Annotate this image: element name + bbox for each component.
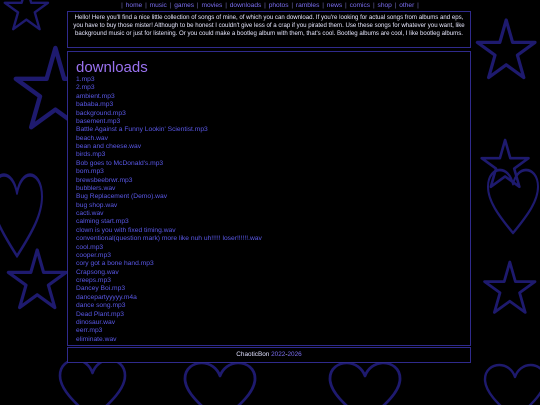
footer-name: ChaoticBon	[236, 351, 270, 358]
file-link[interactable]: Bug Replacement (Demo).wav	[76, 193, 168, 201]
nav-shop[interactable]: shop	[377, 2, 392, 9]
file-link[interactable]: dancepartyyyyy.m4a	[76, 293, 137, 301]
file-link[interactable]: cool.mp3	[76, 243, 104, 251]
downloads-panel	[67, 51, 471, 346]
nav-rambles[interactable]: rambles	[295, 2, 320, 9]
file-link[interactable]: cacti.wav	[76, 210, 104, 217]
file-link[interactable]: bug shop.wav	[76, 201, 118, 209]
file-link[interactable]: Battle Against a Funny Lookin' Scientist.mp3	[76, 126, 208, 134]
star-icon	[477, 20, 535, 78]
file-link[interactable]: Bob goes to McDonald's.mp3	[76, 159, 164, 167]
file-link[interactable]: bom.mp3	[76, 168, 104, 176]
file-link[interactable]: basement.mp3	[76, 117, 121, 125]
heart-icon	[185, 363, 255, 405]
file-link[interactable]: creeps.mp3	[76, 277, 111, 284]
file-link[interactable]: clown is you with fixed timing.wav	[76, 226, 176, 234]
file-list	[76, 76, 262, 344]
file-link[interactable]: cory got a bone hand.mp3	[76, 260, 154, 268]
heart-icon	[330, 363, 400, 405]
file-link[interactable]: birds.mp3	[76, 151, 106, 159]
heart-icon	[488, 170, 538, 233]
star-icon	[485, 262, 535, 312]
file-link[interactable]: Crapsong.wav	[76, 268, 119, 276]
intro-box	[67, 11, 471, 48]
heart-icon	[60, 360, 125, 405]
file-link[interactable]: 2.mp3	[76, 84, 95, 92]
file-link[interactable]: Dead Plant.mp3	[76, 310, 124, 318]
nav-home[interactable]: home	[125, 2, 143, 9]
page-title: downloads	[76, 59, 148, 76]
intro-text: Hello! Here you'll find a nice little collection of songs of mine, of which you can download. If you're looking for actual songs from albums and eps, you have to buy those mister! Although to be honest I couldn't give less of a crap if you pirated them. Use these songs for whatever you want, like background music or just for listening. Or you could make a bootleg album with them, that's cool. Bootleg albums are cool, I like bootleg albums.	[73, 14, 465, 37]
file-link[interactable]: cooper.mp3	[76, 251, 111, 259]
file-link[interactable]: beach.wav	[76, 134, 108, 142]
file-link[interactable]: dinosaur.wav	[76, 318, 116, 326]
star-icon	[8, 250, 66, 308]
footer-year-end: 2026	[287, 351, 302, 358]
nav-downloads[interactable]: downloads	[229, 2, 262, 9]
file-link[interactable]: eliminate.wav	[76, 335, 117, 343]
footer-year-start: 2022	[271, 351, 286, 358]
file-link[interactable]: dance song.mp3	[76, 302, 126, 310]
file-link[interactable]: ambient.mp3	[76, 92, 115, 100]
file-link[interactable]: eerr.mp3	[76, 327, 103, 335]
file-link[interactable]: 1.mp3	[76, 76, 95, 83]
nav-comics[interactable]: comics	[349, 2, 371, 9]
heart-icon	[485, 365, 540, 405]
file-link[interactable]: bean and cheese.wav	[76, 143, 142, 150]
file-link[interactable]: Dancey Boi.mp3	[76, 285, 126, 293]
nav-news[interactable]: news	[326, 2, 343, 9]
nav-movies[interactable]: movies	[201, 2, 223, 9]
file-link[interactable]: brewsbeebrwr.mp3	[76, 176, 133, 184]
heart-icon	[0, 175, 42, 256]
nav-photos[interactable]: photos	[268, 2, 289, 9]
file-link[interactable]: bubblers.wav	[76, 184, 116, 192]
footer	[67, 347, 471, 363]
file-link[interactable]: background.mp3	[76, 109, 126, 117]
nav-other[interactable]: other	[399, 2, 415, 9]
nav-music[interactable]: music	[149, 2, 167, 9]
top-nav: | home | music | games | movies | downloads | photos | rambles | news | comics | shop | other |	[121, 2, 419, 9]
footer-dash: -	[285, 351, 288, 358]
file-link[interactable]: bababa.mp3	[76, 101, 114, 109]
file-link[interactable]: conventional(question mark) more like nuh uh!!!!! loser!!!!!!.wav	[76, 235, 262, 243]
file-link[interactable]: calming start.mp3	[76, 218, 129, 226]
nav-games[interactable]: games	[174, 2, 195, 9]
